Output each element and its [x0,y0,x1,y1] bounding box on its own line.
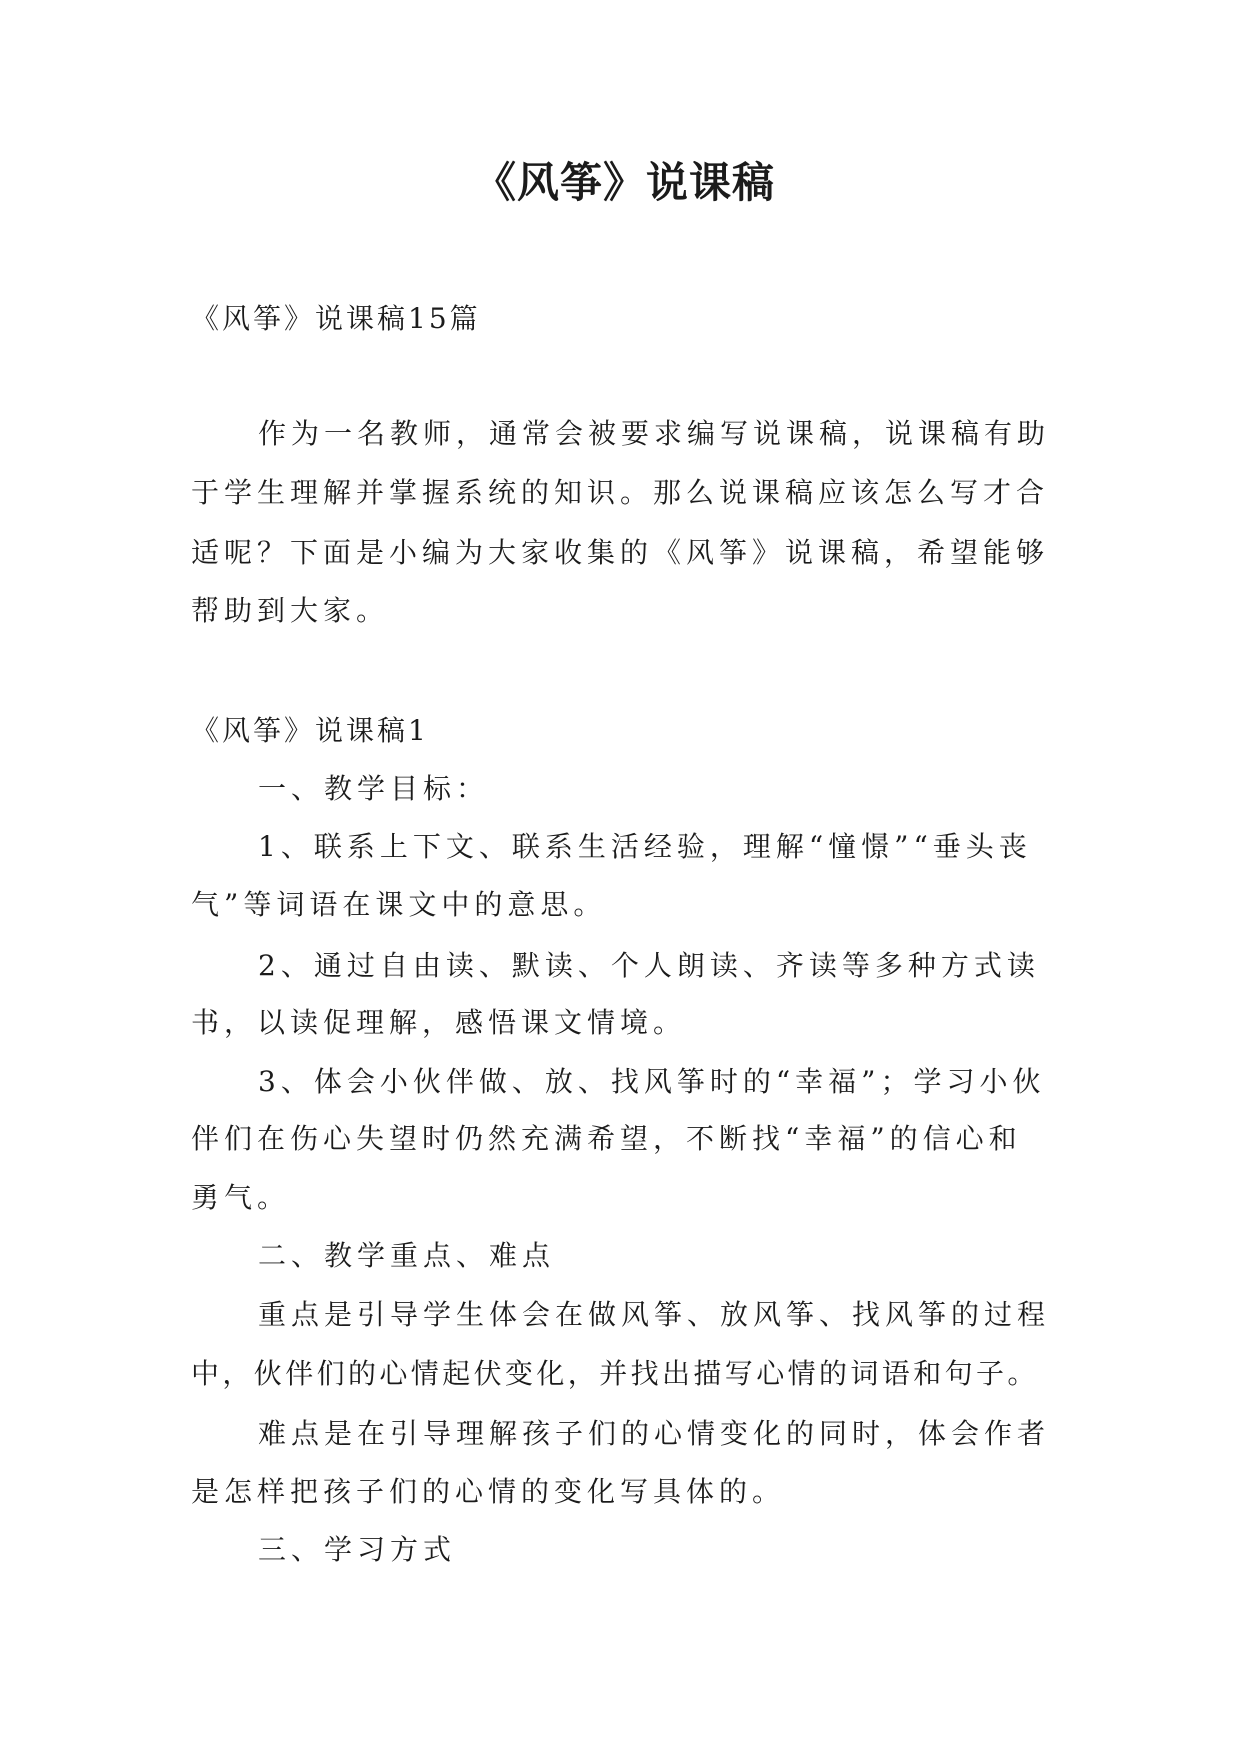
intro-line: 适呢？下面是小编为大家收集的《风筝》说课稿，希望能够 [191,536,1050,569]
section-heading-method: 三、学习方式 [258,1533,457,1566]
section-heading-goals: 一、教学目标： [258,772,490,805]
intro-line: 帮助到大家。 [191,594,390,627]
goal-line: 伴们在伤心失望时仍然充满希望，不断找“幸福”的信心和 [191,1122,1022,1155]
document-subtitle: 《风筝》说课稿15篇 [191,302,481,335]
key-point-line: 中，伙伴们的心情起伏变化，并找出描写心情的词语和句子。 [191,1357,1039,1390]
key-point-line: 重点是引导学生体会在做风筝、放风筝、找风筝的过程 [258,1298,1051,1331]
section-heading-focus: 二、教学重点、难点 [258,1239,556,1272]
difficulty-line: 是怎样把孩子们的心情的变化写具体的。 [191,1475,786,1508]
goal-line: 1、联系上下文、联系生活经验，理解“憧憬”“垂头丧 [258,830,1032,863]
intro-line: 作为一名教师，通常会被要求编写说课稿，说课稿有助 [258,417,1051,450]
goal-line: 气”等词语在课文中的意思。 [191,888,607,921]
goal-line: 3、体会小伙伴做、放、找风筝时的“幸福”；学习小伙 [258,1065,1046,1098]
goal-line: 2、通过自由读、默读、个人朗读、齐读等多种方式读 [258,949,1040,982]
intro-line: 于学生理解并掌握系统的知识。那么说课稿应该怎么写才合 [191,476,1050,509]
goal-line: 书，以读促理解，感悟课文情境。 [191,1006,687,1039]
article-heading: 《风筝》说课稿1 [191,714,429,747]
goal-line: 勇气。 [191,1181,291,1214]
difficulty-line: 难点是在引导理解孩子们的心情变化的同时，体会作者 [258,1417,1051,1450]
document-title: 《风筝》说课稿 [473,158,775,207]
